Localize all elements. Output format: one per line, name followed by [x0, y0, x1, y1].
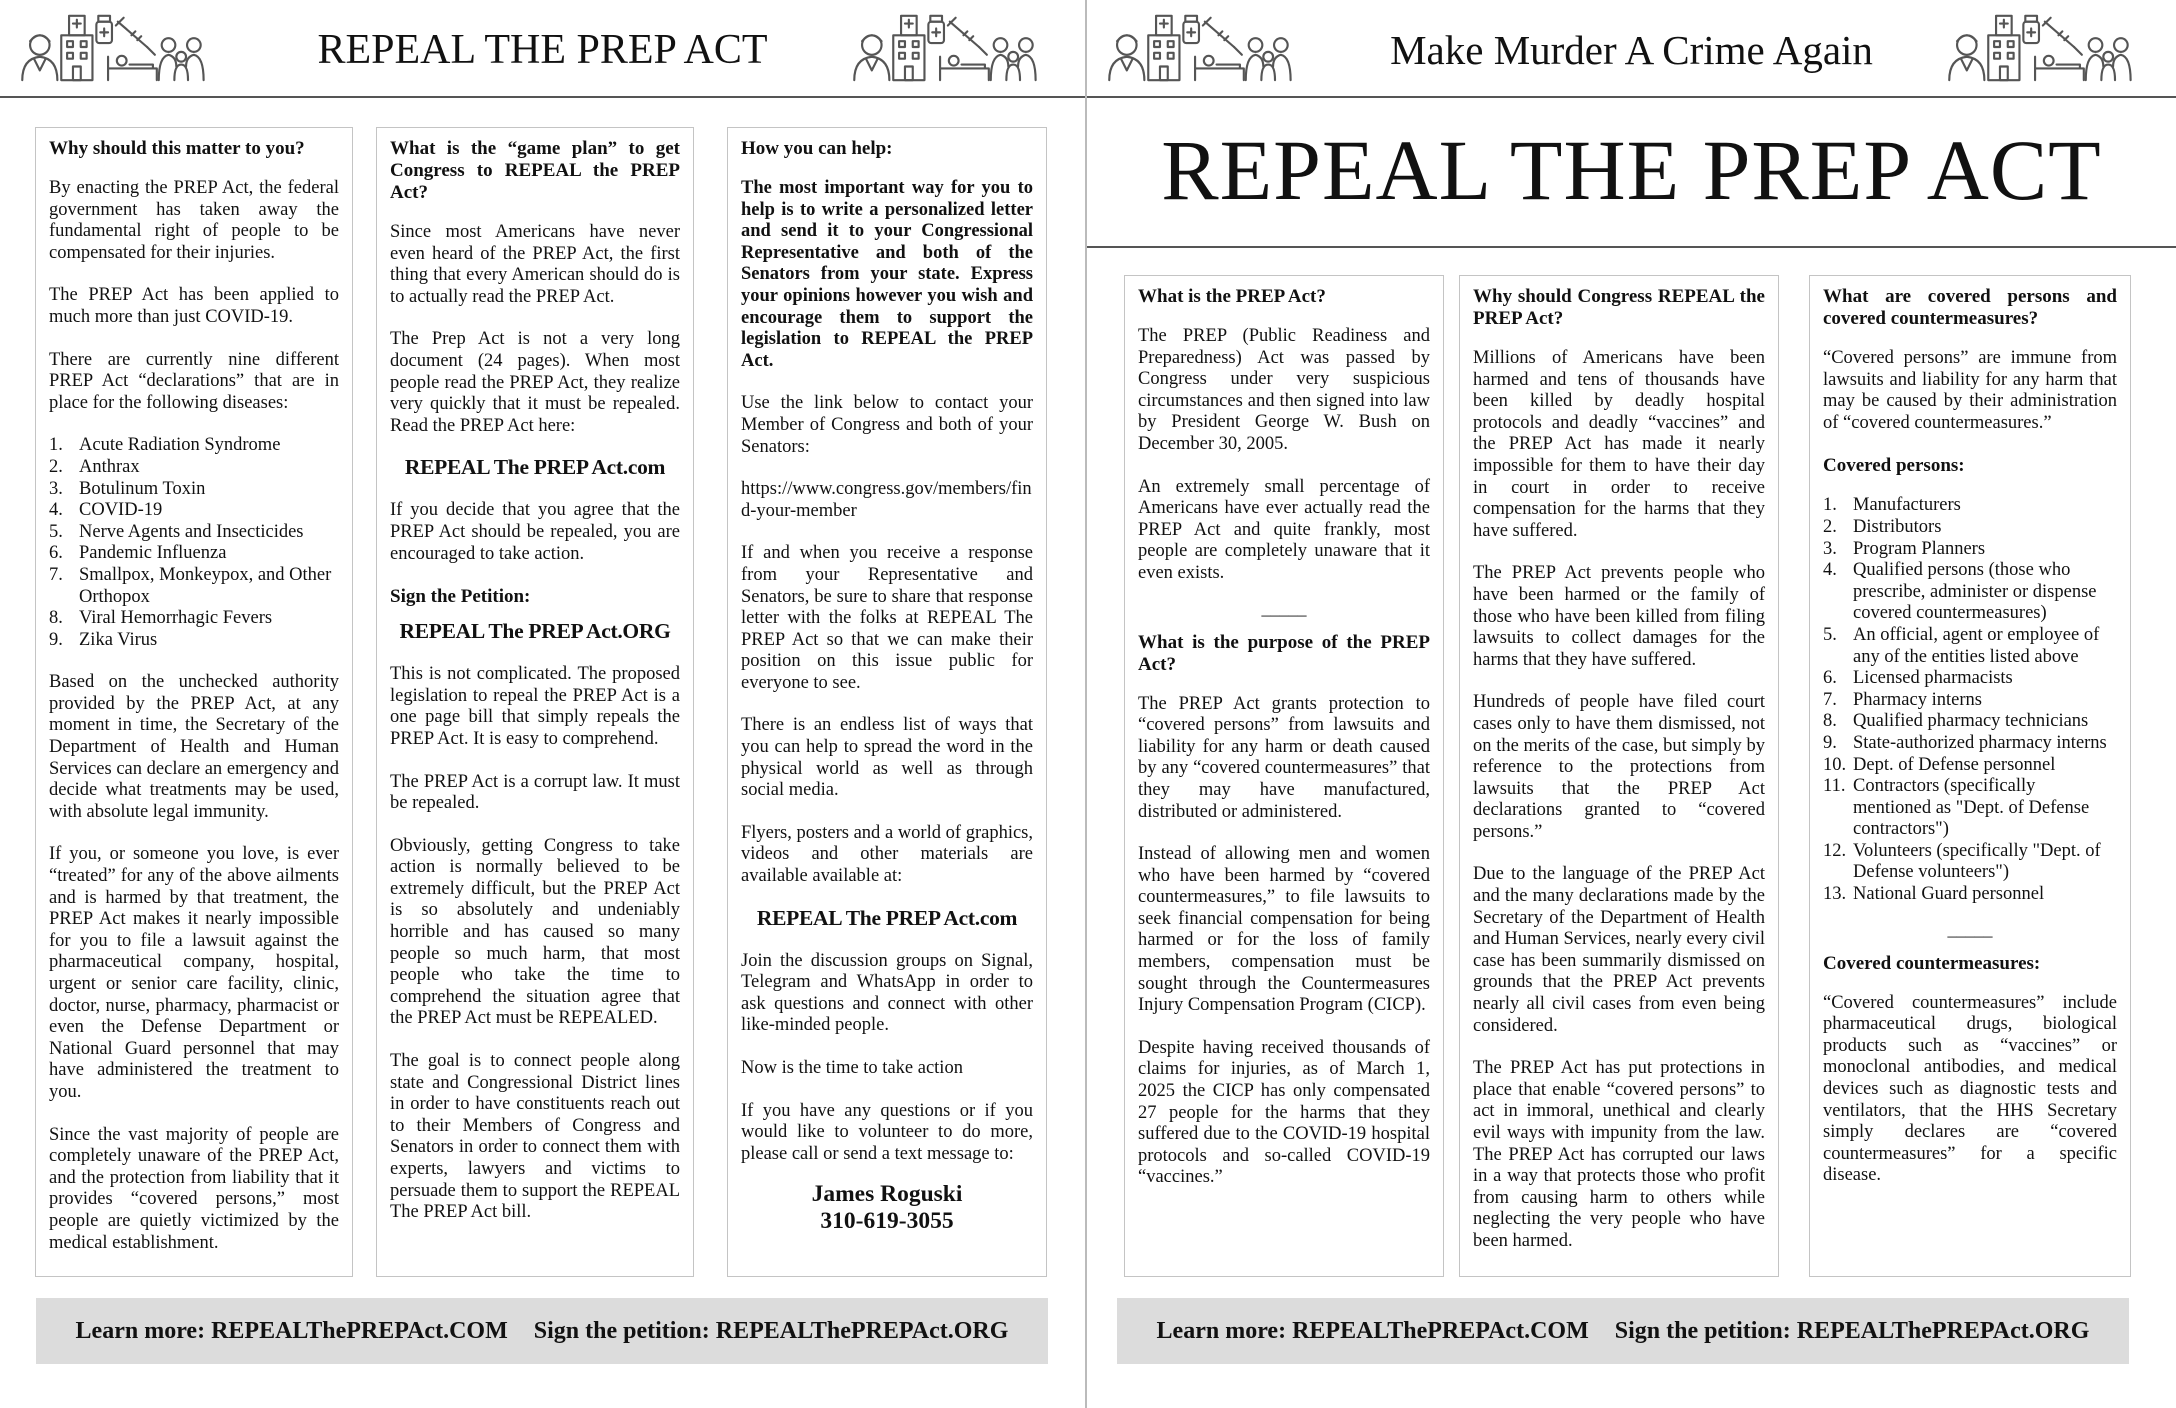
sign-petition-link[interactable]: Sign the petition: REPEALThePREPAct.ORG — [1614, 1317, 2090, 1344]
paragraph: The PREP Act prevents people who have been harmed or the family of those who have been killed from filing lawsuits to collect damages for the harms that they have suffered. — [1473, 563, 1765, 670]
petition-heading: Sign the Petition: — [390, 586, 531, 608]
column-what-is — [1124, 275, 1444, 1277]
list-item — [1823, 755, 2117, 777]
right-page — [1086, 0, 2176, 1408]
paragraph: Since most Americans have never even heard of the PREP Act, the first thing that every American should do is to actually read the PREP Act. — [390, 222, 680, 307]
main-title: REPEAL THE PREP ACT — [1161, 122, 2102, 218]
list-item — [1823, 884, 2117, 906]
header-title: Make Murder A Crime Again — [1390, 27, 1873, 73]
list-number: 13. — [1823, 884, 1847, 905]
contact-name: James Roguski — [811, 1181, 963, 1208]
paragraph: If you have any questions or if you would like to volunteer to do more, please call or send a text message to: — [741, 1100, 1033, 1164]
list-number: 12. — [1823, 840, 1847, 861]
list-number: 3. — [1823, 538, 1837, 559]
list-text: Pandemic Influenza — [79, 543, 227, 564]
paragraph: Due to the language of the PREP Act and the many declarations made by the Secretary of the Department of Health and Human Services, nearly every civil case has been summarily dismissed on grounds that the PREP Act prevents nearly all civil cases from even being considered. — [1473, 864, 1765, 1036]
paragraph: The PREP Act has been applied to much more than just COVID-19. — [49, 285, 339, 327]
list-number: 10. — [1823, 754, 1847, 775]
list-number: 1. — [1823, 495, 1837, 516]
column-how-help — [727, 127, 1047, 1277]
petition-link[interactable]: REPEAL The PREP Act.ORG — [399, 619, 671, 644]
list-item — [1823, 733, 2117, 755]
list-text: Acute Radiation Syndrome — [79, 435, 281, 456]
separator: _____ — [1261, 597, 1307, 618]
list-number: 2. — [1823, 516, 1837, 537]
left-page — [0, 0, 1086, 1408]
paragraph: The PREP Act grants protection to “covered persons” from lawsuits and liability for any harm or death caused by any “covered countermeasures” that they may have manufactured, distributed or administered. — [1138, 693, 1430, 822]
list-number: 4. — [1823, 560, 1837, 581]
paragraph: Use the link below to contact your Member of Congress and both of your Senators: — [741, 393, 1033, 457]
paragraph: Since the vast majority of people are completely unaware of the PREP Act, and the protection from liability that it provides “covered persons,” most people are quietly victimized by the medical establishment. — [49, 1124, 339, 1253]
sign-petition-link[interactable]: Sign the petition: REPEALThePREPAct.ORG — [533, 1317, 1009, 1344]
paragraph: “Covered countermeasures” include pharmaceutical drugs, biological products such as “vaccines” or monoclonal antibodies, and medical devices such as diagnostic tests and ventilators, that the HHS Secretary simply declares are “covered countermeasures” for a specific disease. — [1823, 992, 2117, 1186]
list-text: Qualified persons (those who prescribe, administer or dispense covered countermeasures) — [1853, 560, 2097, 624]
paragraph: If and when you receive a response from your Representative and Senators, be sure to share that response letter with the folks at REPEAL The PREP Act so that we can make their position on this issue public for everyone to see. — [741, 543, 1033, 693]
column-heading: What are covered persons and covered countermeasures? — [1823, 286, 2117, 329]
list-item — [1823, 517, 2117, 539]
list-item — [1823, 711, 2117, 733]
list-number: 8. — [49, 608, 63, 629]
list-text: COVID-19 — [79, 500, 163, 521]
list-text: Zika Virus — [79, 629, 158, 650]
paragraph: If you, or someone you love, is ever “treated” for any of the above ailments and is harmed by that treatment, the PREP Act makes it nearly impossible for you to file a lawsuit against the pharmaceutical company, hospital, urgent or senior care facility, clinic, doctor, nurse, pharmacy, pharmacist or even the Defense Department or National Guard personnel that may have administered the treatment to you. — [49, 844, 339, 1102]
list-text: An official, agent or employee of any of the entities listed above — [1853, 624, 2100, 667]
list-text: Smallpox, Monkeypox, and Other Orthopox — [79, 564, 332, 607]
covered-countermeasures-heading: Covered countermeasures: — [1823, 952, 2041, 974]
list-text: National Guard personnel — [1853, 884, 2045, 905]
column-heading: Why should Congress REPEAL the PREP Act? — [1473, 286, 1765, 329]
paragraph: Instead of allowing men and women who have been harmed by “covered countermeasures,” to file lawsuits to seek financial compensation for being harmed or for the loss of family members, compensation must be sought through the Countermeasures Injury Compensation Program (CICP). — [1138, 844, 1430, 1016]
list-number: 9. — [49, 629, 63, 650]
column-why-matter — [35, 127, 353, 1277]
paragraph: The goal is to connect people along state and Congressional District lines in order to have constituents reach out to their Members of Congress and Senators in order to connect them with experts, lawyers and victims to persuade them to support the REPEAL The PREP Act bill. — [390, 1051, 680, 1223]
list-number: 5. — [49, 521, 63, 542]
list-number: 11. — [1823, 776, 1846, 797]
covered-persons-list — [1823, 495, 2117, 905]
column-heading: Why should this matter to you? — [49, 138, 305, 159]
list-item — [1823, 690, 2117, 712]
list-item — [49, 479, 339, 501]
column-why-repeal — [1459, 275, 1779, 1277]
paragraph: Based on the unchecked authority provided by the PREP Act, at any moment in time, the Secretary of the Department of Health and Human Services can declare an emergency and decide what treatments may be used, with absolute legal immunity. — [49, 672, 339, 822]
paragraph: Hundreds of people have filed court cases only to have them dismissed, not on the merits of the case, but simply by reference to the protections from lawsuits that the PREP Act declarations granted to “covered persons.” — [1473, 692, 1765, 842]
list-number: 8. — [1823, 711, 1837, 732]
list-text: Anthrax — [79, 456, 140, 477]
covered-persons-heading: Covered persons: — [1823, 455, 1965, 477]
contact-phone[interactable]: 310-619-3055 — [820, 1208, 954, 1235]
list-item — [49, 565, 339, 608]
paragraph: Millions of Americans have been harmed and tens of thousands have been killed by deadly hospital protocols and deadly “vaccines” and the PREP Act has made it nearly impossible for them to have their day in court in order to receive compensation for the harms that they have suffered. — [1473, 348, 1765, 541]
column-heading: What is the PREP Act? — [1138, 286, 1326, 307]
column-heading: What is the “game plan” to get Congress to REPEAL the PREP Act? — [390, 138, 680, 203]
paragraph: There is an endless list of ways that you can help to spread the word in the physical world as well as through social media. — [741, 715, 1033, 801]
paragraph: If you decide that you agree that the PREP Act should be repealed, you are encouraged to take action. — [390, 500, 680, 564]
paragraph: The Prep Act is not a very long document (24 pages). When most people read the PREP Act, they realize very quickly that it must be repealed. Read the PREP Act here: — [390, 329, 680, 436]
paragraph: An extremely small percentage of Americans have ever actually read the PREP Act and quite frankly, most people are completely unaware that it even exists. — [1138, 476, 1430, 583]
list-item — [1823, 668, 2117, 690]
left-footer — [36, 1298, 1048, 1364]
separator: _____ — [1947, 918, 1993, 939]
paragraph: This is not complicated. The proposed legislation to repeal the PREP Act is a one page bill that simply repeals the PREP Act. It is easy to comprehend. — [390, 664, 680, 749]
paragraph: Flyers, posters and a world of graphics, videos and other materials are available available at: — [741, 822, 1033, 887]
list-item — [1823, 495, 2117, 517]
list-item — [49, 500, 339, 522]
medical-icons-right — [1935, 8, 2140, 86]
paragraph: By enacting the PREP Act, the federal government has taken away the fundamental right of people to be compensated for their injuries. — [49, 178, 339, 263]
list-item — [49, 457, 339, 479]
list-text: Volunteers (specifically "Dept. of Defense volunteers") — [1853, 840, 2101, 883]
list-text: Qualified pharmacy technicians — [1853, 711, 2089, 732]
column-covered — [1809, 275, 2131, 1277]
column-heading: How you can help: — [741, 138, 893, 159]
column-heading: What is the purpose of the PREP Act? — [1138, 631, 1430, 675]
list-text: Licensed pharmacists — [1853, 668, 2013, 689]
list-number: 2. — [49, 456, 63, 477]
list-number: 1. — [49, 435, 63, 456]
paragraph: Despite having received thousands of claims for injuries, as of March 1, 2025 the CICP has only compensated 27 people for the harms that they suffered due to the COVID-19 hospital protocols and so-called COVID-19 “vaccines.” — [1138, 1037, 1430, 1188]
paragraph: Obviously, getting Congress to take action is normally believed to be extremely difficult, but the PREP Act is so absolutely and undeniably horrible and has caused so many people so much harm, that most people who take the time to comprehend the situation agree that the PREP Act must be REPEALED. — [390, 835, 680, 1029]
column-game-plan — [376, 127, 694, 1277]
paragraph: The PREP Act has put protections in place that enable “covered persons” to act in immoral, unethical and clearly evil ways with impunity from the law. The PREP Act has corrupted our laws in a way that protects those who profit from causing harm to others while neglecting the very people who have been harmed. — [1473, 1058, 1765, 1251]
left-header — [0, 0, 1085, 98]
list-item — [1823, 539, 2117, 561]
paragraph: Now is the time to take action — [741, 1058, 963, 1078]
list-text: Contractors (specifically mentioned as "Dept. of Defense contractors") — [1853, 776, 2090, 840]
paragraph: The PREP Act is a corrupt law. It must be repealed. — [390, 771, 680, 814]
website-link[interactable]: REPEAL The PREP Act.com — [756, 905, 1018, 930]
paragraph: There are currently nine different PREP Act “declarations” that are in place for the following diseases: — [49, 349, 339, 413]
paragraph: Join the discussion groups on Signal, Telegram and WhatsApp in order to ask questions and connect with other like-minded people. — [741, 950, 1033, 1036]
list-item — [49, 630, 339, 652]
list-number: 7. — [49, 564, 63, 585]
medical-icons-right — [840, 8, 1045, 86]
title-divider — [1087, 246, 2176, 248]
paragraph-bold: The most important way for you to help is to write a personalized letter and send it to your Congressional Representative and both of the Senators from your state. Express your opinions however you wish and encourage them to support the legislation to REPEAL the PREP Act. — [741, 178, 1033, 371]
list-text: Nerve Agents and Insecticides — [79, 521, 304, 542]
header-title: REPEAL THE PREP ACT — [317, 27, 768, 73]
list-item — [1823, 776, 2117, 841]
list-item — [1823, 625, 2117, 668]
list-item — [49, 522, 339, 544]
learn-more-link[interactable]: Learn more: REPEALThePREPAct.COM — [75, 1317, 508, 1344]
list-number: 4. — [49, 500, 63, 521]
list-item — [49, 608, 339, 630]
list-item — [1823, 560, 2117, 625]
right-footer — [1117, 1298, 2129, 1364]
list-number: 6. — [1823, 668, 1837, 689]
list-number: 6. — [49, 543, 63, 564]
list-text: Viral Hemorrhagic Fevers — [79, 608, 273, 629]
list-item — [49, 543, 339, 565]
list-text: State-authorized pharmacy interns — [1853, 732, 2107, 753]
website-link[interactable]: REPEAL The PREP Act.com — [404, 455, 666, 480]
list-number: 3. — [49, 478, 63, 499]
list-number: 5. — [1823, 624, 1837, 645]
right-header — [1087, 0, 2176, 98]
list-item — [49, 435, 339, 457]
congress-link[interactable]: https://www.congress.gov/members/find-your-member — [741, 479, 1032, 521]
list-text: Distributors — [1853, 516, 1942, 537]
list-text: Pharmacy interns — [1853, 689, 1982, 710]
list-text: Botulinum Toxin — [79, 478, 206, 499]
list-number: 7. — [1823, 689, 1837, 710]
list-item — [1823, 841, 2117, 884]
disease-list — [49, 435, 339, 651]
paragraph: “Covered persons” are immune from lawsuits and liability for any harm that may be caused by their administration of “covered countermeasures.” — [1823, 348, 2117, 433]
learn-more-link[interactable]: Learn more: REPEALThePREPAct.COM — [1156, 1317, 1589, 1344]
list-text: Program Planners — [1853, 538, 1986, 559]
list-text: Dept. of Defense personnel — [1853, 754, 2056, 775]
paragraph: The PREP (Public Readiness and Preparedness) Act was passed by Congress under very suspicious circumstances and then signed into law by President George W. Bush on December 30, 2005. — [1138, 326, 1430, 454]
list-text: Manufacturers — [1853, 495, 1961, 516]
list-number: 9. — [1823, 732, 1837, 753]
